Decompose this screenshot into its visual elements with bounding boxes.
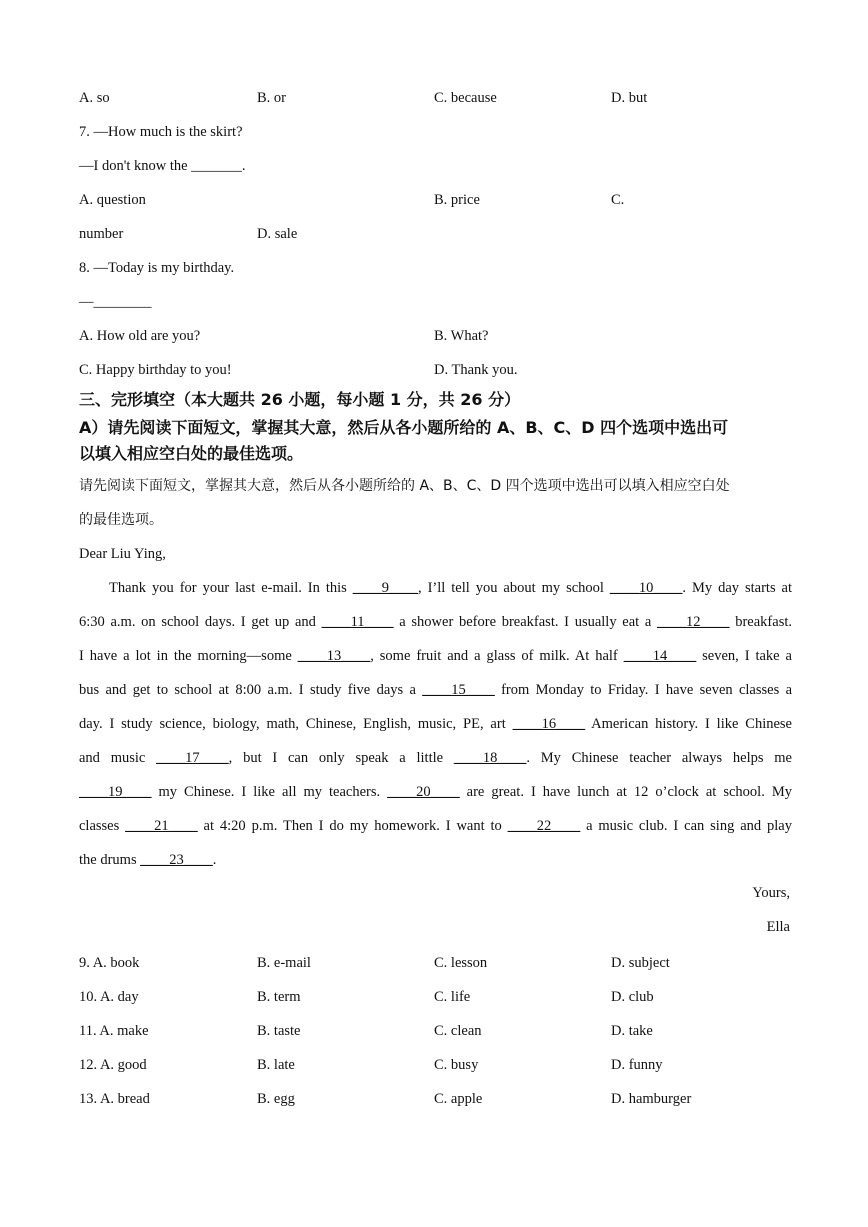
blank-14: ____14____ bbox=[623, 648, 697, 664]
q12-option-d: D. funny bbox=[611, 1057, 663, 1073]
q10-option-a: 10. A. day bbox=[79, 989, 139, 1005]
q10-option-c: C. life bbox=[434, 989, 471, 1005]
blank-16: ____16____ bbox=[512, 716, 586, 732]
q9-option-c: C. lesson bbox=[434, 955, 488, 971]
blank-22: ____22____ bbox=[507, 818, 581, 834]
q8-option-a: A. How old are you? bbox=[79, 328, 201, 344]
letter-line-3: I have a lot in the morning—some ____13____, some fruit and a glass of milk. At half ____14____ seven, I take a bbox=[79, 648, 792, 664]
letter-closing: Yours, bbox=[752, 885, 790, 901]
q7-option-d: D. sale bbox=[257, 226, 298, 242]
letter-greeting: Dear Liu Ying, bbox=[79, 546, 166, 562]
letter-line-2: 6:30 a.m. on school days. I get up and ____11____ a shower before breakfast. I usually eat a ____12____ breakfast. bbox=[79, 614, 792, 630]
q13-option-a: 13. A. bread bbox=[79, 1091, 150, 1107]
q9-option-a: 9. A. book bbox=[79, 955, 140, 971]
blank-23: ____23____ bbox=[140, 852, 213, 868]
section-instruction-line2: 的最佳选项。 bbox=[79, 512, 163, 528]
q7-option-b: B. price bbox=[434, 192, 480, 208]
q12-option-b: B. late bbox=[257, 1057, 295, 1073]
letter-signature: Ella bbox=[766, 919, 790, 935]
blank-13: ____13____ bbox=[297, 648, 371, 664]
q13-option-c: C. apple bbox=[434, 1091, 483, 1107]
q11-option-d: D. take bbox=[611, 1023, 653, 1039]
blank-21: ____21____ bbox=[125, 818, 198, 834]
section-instruction-bold-line2: 以填入相应空白处的最佳选项。 bbox=[79, 444, 304, 463]
q12-option-c: C. busy bbox=[434, 1057, 479, 1073]
q6-option-c: C. because bbox=[434, 90, 497, 106]
blank-17: ____17____ bbox=[156, 750, 229, 766]
q8-option-c: C. Happy birthday to you! bbox=[79, 362, 232, 378]
letter-line-7: ____19____ my Chinese. I like all my teachers. ____20____ are great. I have lunch at 12 o’clock at school. My bbox=[79, 784, 792, 800]
q6-option-d: D. but bbox=[611, 90, 648, 106]
q8-option-b: B. What? bbox=[434, 328, 489, 344]
letter-line-1: Thank you for your last e-mail. In this ____9____, I’ll tell you about my school ____10____. My day starts at bbox=[109, 580, 793, 596]
q10-option-d: D. club bbox=[611, 989, 654, 1005]
letter-line-9: the drums ____23____. bbox=[79, 852, 217, 868]
q6-option-a: A. so bbox=[79, 90, 110, 106]
q9-option-d: D. subject bbox=[611, 955, 670, 971]
letter-line-5: day. I study science, biology, math, Chinese, English, music, PE, art ____16____ American history. I like Chinese bbox=[79, 716, 792, 732]
q9-option-b: B. e-mail bbox=[257, 955, 311, 971]
blank-15: ____15____ bbox=[422, 682, 495, 698]
blank-18: ____18____ bbox=[453, 750, 527, 766]
letter-line-8: classes ____21____ at 4:20 p.m. Then I do my homework. I want to ____22____ a music club. I can sing and play bbox=[79, 818, 792, 834]
section-instruction-line1: 请先阅读下面短文，掌握其大意，然后从各小题所给的 A、B、C、D 四个选项中选出可以填入相应空白处 bbox=[79, 478, 730, 494]
q13-option-b: B. egg bbox=[257, 1091, 295, 1107]
q11-option-b: B. taste bbox=[257, 1023, 301, 1039]
blank-9: ____9____ bbox=[352, 580, 418, 596]
letter-line-4: bus and get to school at 8:00 a.m. I study five days a ____15____ from Monday to Friday. I have seven classes a bbox=[79, 682, 792, 698]
q7-option-c: C. bbox=[611, 192, 625, 208]
q8-stem: 8. —Today is my birthday. bbox=[79, 260, 235, 276]
blank-19: ____19____ bbox=[79, 784, 152, 800]
blank-11: ____11____ bbox=[321, 614, 394, 630]
letter-line-6: and music ____17____, but I can only speak a little ____18____. My Chinese teacher always helps me bbox=[79, 750, 792, 766]
q6-option-b: B. or bbox=[257, 90, 286, 106]
q8-option-d: D. Thank you. bbox=[434, 362, 518, 378]
q12-option-a: 12. A. good bbox=[79, 1057, 147, 1073]
q8-answer-line: —________ bbox=[79, 294, 152, 310]
blank-20: ____20____ bbox=[387, 784, 460, 800]
q11-option-a: 11. A. make bbox=[79, 1023, 149, 1039]
q11-option-c: C. clean bbox=[434, 1023, 482, 1039]
blank-12: ____12____ bbox=[657, 614, 730, 630]
section-heading: 三、完形填空（本大题共 26 小题，每小题 1 分，共 26 分） bbox=[79, 390, 521, 409]
section-instruction-bold-line1: A）请先阅读下面短文，掌握其大意，然后从各小题所给的 A、B、C、D 四个选项中选出可 bbox=[79, 418, 729, 437]
q7-stem: 7. —How much is the skirt? bbox=[79, 124, 243, 140]
q7-answer-line: —I don't know the _______. bbox=[79, 158, 246, 174]
q7-option-c-text: number bbox=[79, 226, 124, 242]
q10-option-b: B. term bbox=[257, 989, 301, 1005]
q13-option-d: D. hamburger bbox=[611, 1091, 692, 1107]
blank-10: ____10____ bbox=[609, 580, 683, 596]
q7-option-a: A. question bbox=[79, 192, 146, 208]
